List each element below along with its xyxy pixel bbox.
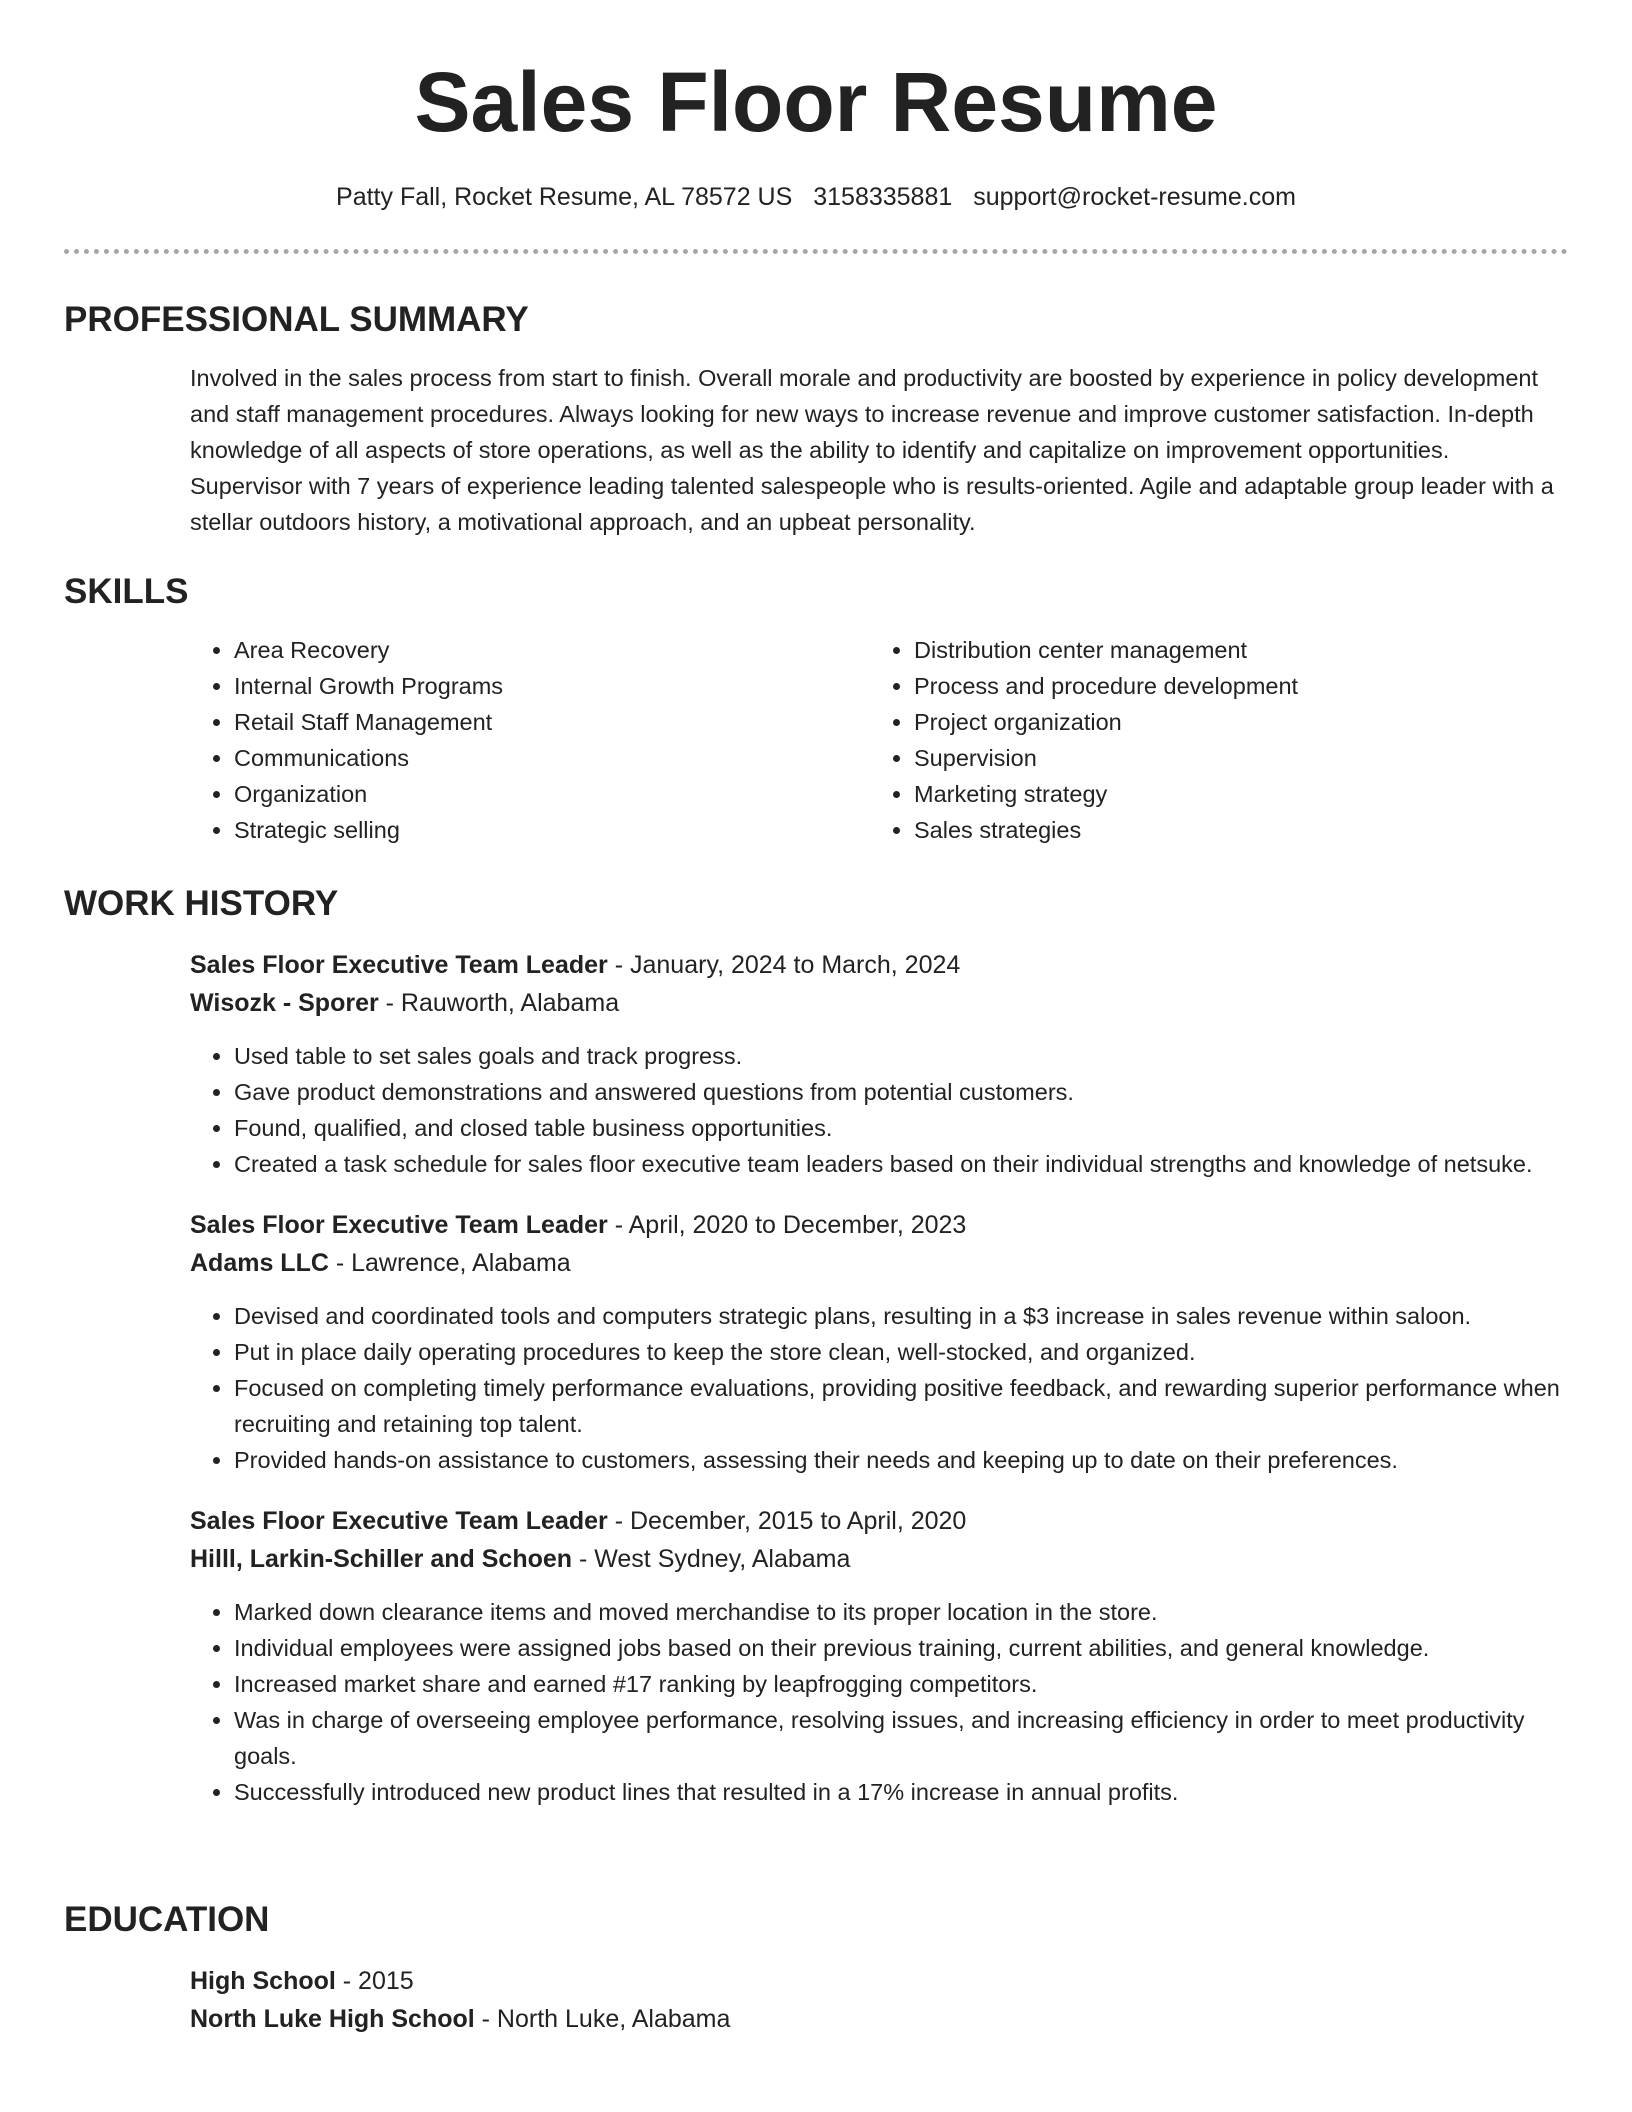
job-title-line [190,1502,1568,1540]
education-heading: EDUCATION [64,1900,270,1939]
job-location: - Rauworth, Alabama [378,989,620,1017]
skill-item: • Sales strategies [914,812,1550,848]
work-list [190,946,1568,1810]
skills-column-left [190,632,870,848]
job-entry [190,1502,1568,1810]
education-degree-line [190,1962,1568,2000]
job-bullet: • Gave product demonstrations and answered questions from potential customers. [234,1074,1568,1110]
education-section [64,1898,1568,2038]
job-bullet: • Found, qualified, and closed table business opportunities. [234,1110,1568,1146]
job-bullet: • Increased market share and earned #17 ranking by leapfrogging competitors. [234,1666,1568,1702]
job-dates: - January, 2024 to March, 2024 [607,951,961,979]
job-bullet: • Was in charge of overseeing employee performance, resolving issues, and increasing efficiency in order to meet productivity goals. [234,1702,1568,1774]
skills-section [64,570,1568,848]
skill-item: • Distribution center management [914,632,1550,668]
job-location: - Lawrence, Alabama [328,1249,571,1277]
job-entry [190,946,1568,1182]
job-company-line [190,1244,1568,1282]
skill-item: • Supervision [914,740,1550,776]
summary-heading: PROFESSIONAL SUMMARY [64,300,529,339]
contact-line [0,180,1632,214]
skill-item: • Communications [234,740,870,776]
skill-item: • Internal Growth Programs [234,668,870,704]
education-degree: High School [190,1967,336,1995]
job-bullet: • Devised and coordinated tools and computers strategic plans, resulting in a $3 increase in sales revenue within saloon. [234,1298,1568,1334]
skills-grid [190,632,1568,848]
job-dates: - April, 2020 to December, 2023 [607,1211,967,1239]
job-location: - West Sydney, Alabama [572,1545,851,1573]
job-company-line [190,1540,1568,1578]
job-bullet: • Individual employees were assigned jobs based on their previous training, current abilities, and general knowledge. [234,1630,1568,1666]
skills-heading: SKILLS [64,572,189,611]
job-bullet: • Created a task schedule for sales floor executive team leaders based on their individual strengths and knowledge of netsuke. [234,1146,1568,1182]
job-bullets [190,1038,1568,1182]
education-year: - 2015 [335,1967,414,1995]
skill-item: • Project organization [914,704,1550,740]
page-title: Sales Floor Resume [414,55,1218,149]
skill-item: • Strategic selling [234,812,870,848]
education-school-line [190,2000,1568,2038]
job-bullet: • Marked down clearance items and moved merchandise to its proper location in the store. [234,1594,1568,1630]
job-title: Sales Floor Executive Team Leader [190,1211,608,1239]
skill-item: • Area Recovery [234,632,870,668]
skill-item: • Process and procedure development [914,668,1550,704]
job-company: Adams LLC [190,1249,329,1277]
job-bullet: • Provided hands-on assistance to customers, assessing their needs and keeping up to date on their preferences. [234,1442,1568,1478]
skill-item: • Retail Staff Management [234,704,870,740]
contact-phone: 3158335881 [813,183,953,211]
job-bullet: • Used table to set sales goals and track progress. [234,1038,1568,1074]
work-section [64,882,1568,1810]
contact-address: Patty Fall, Rocket Resume, AL 78572 US [336,183,793,211]
education-school: North Luke High School [190,2005,475,2033]
job-company: Wisozk - Sporer [190,989,379,1017]
summary-text: Involved in the sales process from start to finish. Overall morale and productivity are boosted by experience in policy development and staff management procedures. Always looking for new ways to increase revenue and improve customer satisfaction. In-depth knowledge of all aspects of store operations, as well as the ability to identify and capitalize on improvement opportunities. Supervisor with 7 years of experience leading talented salespeople who is results-oriented. Agile and adaptable group leader with a stellar outdoors history, a motivational approach, and an upbeat personality. [190,365,1554,535]
education-entry [190,1962,1568,2038]
education-location: - North Luke, Alabama [474,2005,731,2033]
contact-email: support@rocket-resume.com [973,183,1296,211]
job-bullet: • Focused on completing timely performance evaluations, providing positive feedback, and rewarding superior performance when recruiting and retaining top talent. [234,1370,1568,1442]
job-title-line [190,946,1568,984]
job-company: Hilll, Larkin-Schiller and Schoen [190,1545,573,1573]
job-title-line [190,1206,1568,1244]
job-company-line [190,984,1568,1022]
skills-column-right [870,632,1550,848]
skill-item: • Organization [234,776,870,812]
job-bullets [190,1298,1568,1478]
skill-item: • Marketing strategy [914,776,1550,812]
job-dates: - December, 2015 to April, 2020 [607,1507,967,1535]
job-bullet: • Successfully introduced new product lines that resulted in a 17% increase in annual profits. [234,1774,1568,1810]
job-title: Sales Floor Executive Team Leader [190,1507,608,1535]
job-bullets [190,1594,1568,1810]
job-bullet: • Put in place daily operating procedures to keep the store clean, well-stocked, and organized. [234,1334,1568,1370]
job-entry [190,1206,1568,1478]
summary-section [64,298,1568,540]
header-divider [64,249,1568,254]
work-heading: WORK HISTORY [64,884,339,923]
job-title: Sales Floor Executive Team Leader [190,951,608,979]
